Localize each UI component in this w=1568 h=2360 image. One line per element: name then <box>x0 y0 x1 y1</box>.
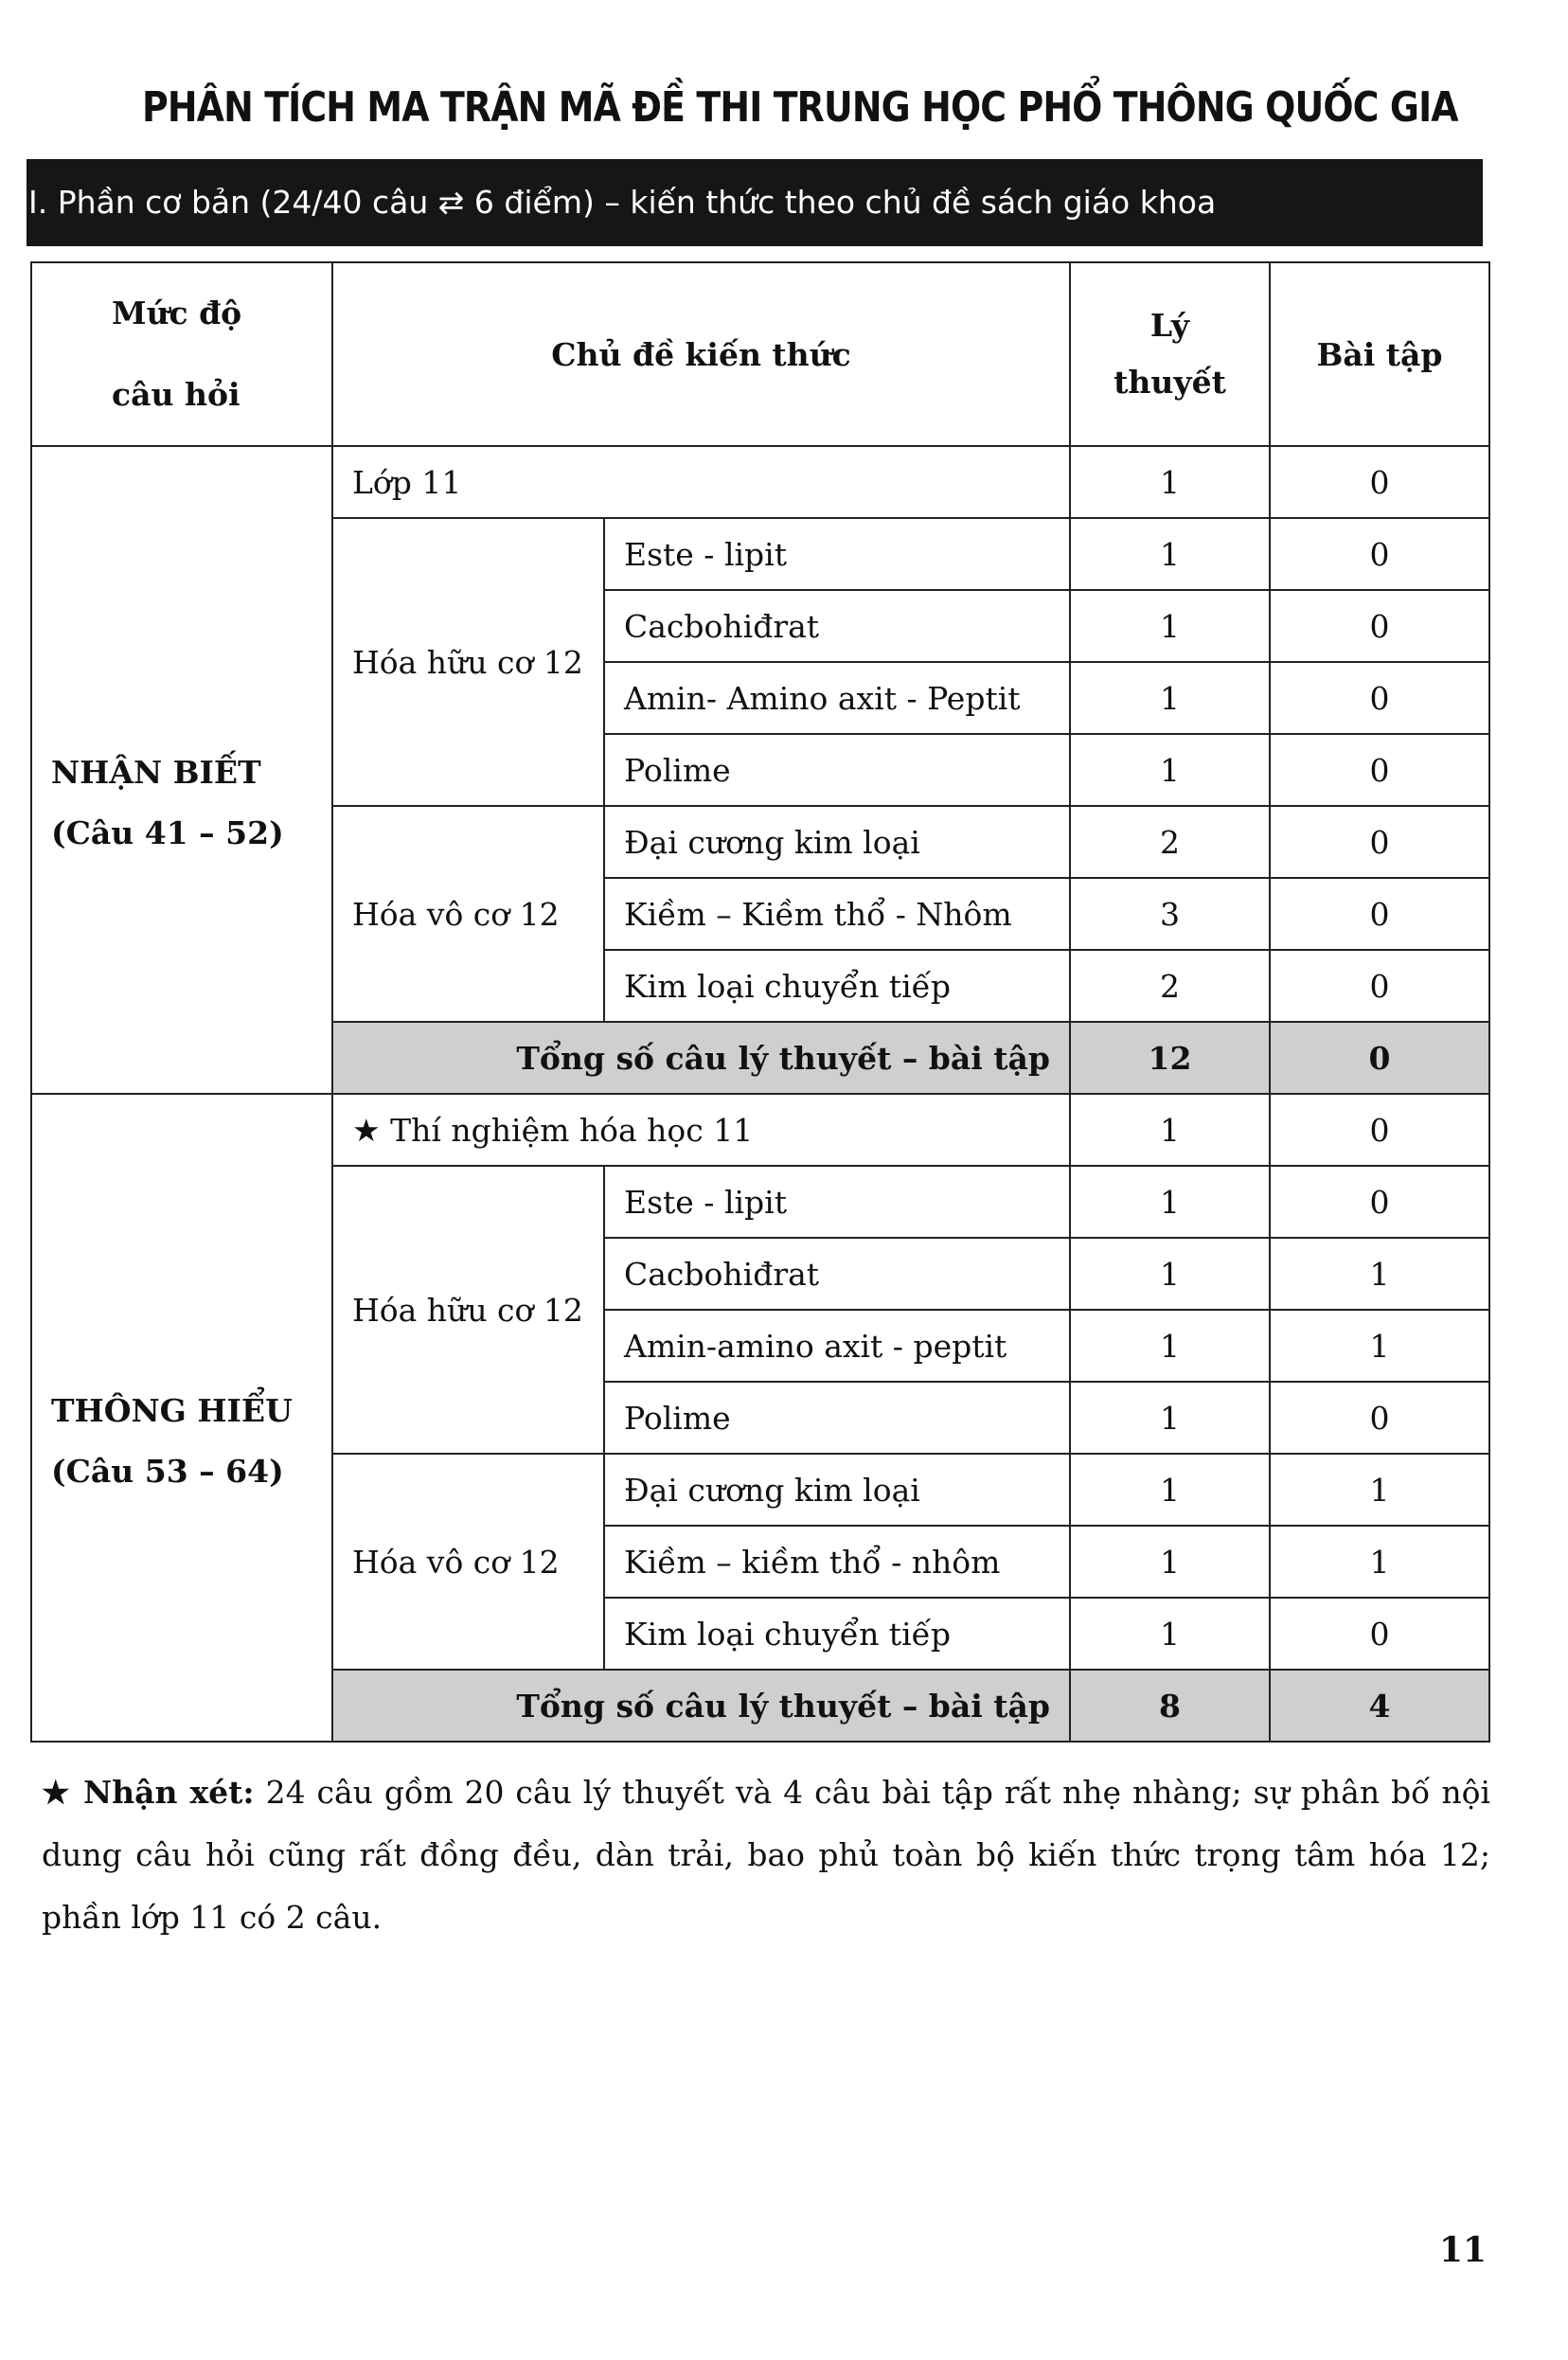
table-row <box>31 446 1489 518</box>
exercise-cell: 0 <box>1270 806 1489 878</box>
topic-cell: Đại cương kim loại <box>604 1454 1070 1526</box>
topic-cell: Este - lipit <box>604 1166 1070 1238</box>
exercise-cell: 1 <box>1270 1526 1489 1598</box>
header-level: Mức độ câu hỏi <box>31 262 332 446</box>
topic-cell: Kiềm – Kiềm thổ - Nhôm <box>604 878 1070 950</box>
theory-cell: 1 <box>1070 1454 1270 1526</box>
topic-cell: Kim loại chuyển tiếp <box>604 950 1070 1022</box>
remark-label: ★ Nhận xét: <box>42 1774 255 1811</box>
header-topic: Chủ đề kiến thức <box>332 262 1070 446</box>
exercise-cell: 1 <box>1270 1310 1489 1382</box>
topic-cell: Este - lipit <box>604 518 1070 590</box>
remark-text: 24 câu gồm 20 câu lý thuyết và 4 câu bài tập rất nhẹ nhàng; sự phân bố nội dung câu hỏi cũng rất đồng đều, dàn trải, bao phủ toàn bộ kiến thức trọng tâm hóa 12; phần lớp 11 có 2 câu. <box>42 1774 1490 1936</box>
exercise-cell: 0 <box>1270 518 1489 590</box>
total-theory: 12 <box>1070 1022 1270 1094</box>
topic-cell: Amin-amino axit - peptit <box>604 1310 1070 1382</box>
exercise-cell: 0 <box>1270 878 1489 950</box>
theory-cell: 1 <box>1070 518 1270 590</box>
exercise-cell: 0 <box>1270 1598 1489 1670</box>
topic-cell: Polime <box>604 1382 1070 1454</box>
theory-cell: 1 <box>1070 1526 1270 1598</box>
group-cell: Hóa vô cơ 12 <box>332 806 604 1022</box>
topic-cell: Cacbohiđrat <box>604 1238 1070 1310</box>
topic-cell: Lớp 11 <box>332 446 1070 518</box>
header-theory: Lý thuyết <box>1070 262 1270 446</box>
exercise-cell: 0 <box>1270 662 1489 734</box>
topic-cell: Amin- Amino axit - Peptit <box>604 662 1070 734</box>
header-exercise: Bài tập <box>1270 262 1489 446</box>
topic-cell: Kiềm – kiềm thổ - nhôm <box>604 1526 1070 1598</box>
theory-cell: 1 <box>1070 1598 1270 1670</box>
table-header-row <box>31 262 1489 446</box>
theory-cell: 1 <box>1070 734 1270 806</box>
theory-cell: 1 <box>1070 446 1270 518</box>
exercise-cell: 0 <box>1270 950 1489 1022</box>
total-theory: 8 <box>1070 1670 1270 1742</box>
question-matrix-table <box>30 261 1490 1743</box>
theory-cell: 3 <box>1070 878 1270 950</box>
exercise-cell: 0 <box>1270 1094 1489 1166</box>
theory-cell: 1 <box>1070 662 1270 734</box>
exercise-cell: 0 <box>1270 1166 1489 1238</box>
topic-cell: Cacbohiđrat <box>604 590 1070 662</box>
topic-cell: Kim loại chuyển tiếp <box>604 1598 1070 1670</box>
remark-paragraph <box>42 1761 1490 1949</box>
theory-cell: 1 <box>1070 590 1270 662</box>
exercise-cell: 1 <box>1270 1454 1489 1526</box>
page-number: 11 <box>1439 2230 1488 2270</box>
exercise-cell: 0 <box>1270 446 1489 518</box>
level-cell-thong-hieu: THÔNG HIỂU (Câu 53 – 64) <box>31 1094 332 1742</box>
total-label: Tổng số câu lý thuyết – bài tập <box>332 1670 1070 1742</box>
theory-cell: 2 <box>1070 950 1270 1022</box>
total-exercise: 0 <box>1270 1022 1489 1094</box>
group-cell: Hóa hữu cơ 12 <box>332 518 604 806</box>
total-label: Tổng số câu lý thuyết – bài tập <box>332 1022 1070 1094</box>
group-cell: Hóa hữu cơ 12 <box>332 1166 604 1454</box>
exercise-cell: 0 <box>1270 734 1489 806</box>
theory-cell: 1 <box>1070 1310 1270 1382</box>
page-title: PHÂN TÍCH MA TRẬN MÃ ĐỀ THI TRUNG HỌC PHỔ THÔNG QUỐC GIA <box>142 83 1458 132</box>
level-cell-nhan-biet: NHẬN BIẾT (Câu 41 – 52) <box>31 446 332 1094</box>
exercise-cell: 1 <box>1270 1238 1489 1310</box>
topic-cell: ★ Thí nghiệm hóa học 11 <box>332 1094 1070 1166</box>
exercise-cell: 0 <box>1270 590 1489 662</box>
theory-cell: 2 <box>1070 806 1270 878</box>
topic-cell: Đại cương kim loại <box>604 806 1070 878</box>
group-cell: Hóa vô cơ 12 <box>332 1454 604 1670</box>
theory-cell: 1 <box>1070 1238 1270 1310</box>
exercise-cell: 0 <box>1270 1382 1489 1454</box>
theory-cell: 1 <box>1070 1382 1270 1454</box>
table-row <box>31 1094 1489 1166</box>
topic-cell: Polime <box>604 734 1070 806</box>
section-heading: I. Phần cơ bản (24/40 câu ⇄ 6 điểm) – kiến thức theo chủ đề sách giáo khoa <box>27 159 1483 246</box>
theory-cell: 1 <box>1070 1094 1270 1166</box>
total-exercise: 4 <box>1270 1670 1489 1742</box>
theory-cell: 1 <box>1070 1166 1270 1238</box>
